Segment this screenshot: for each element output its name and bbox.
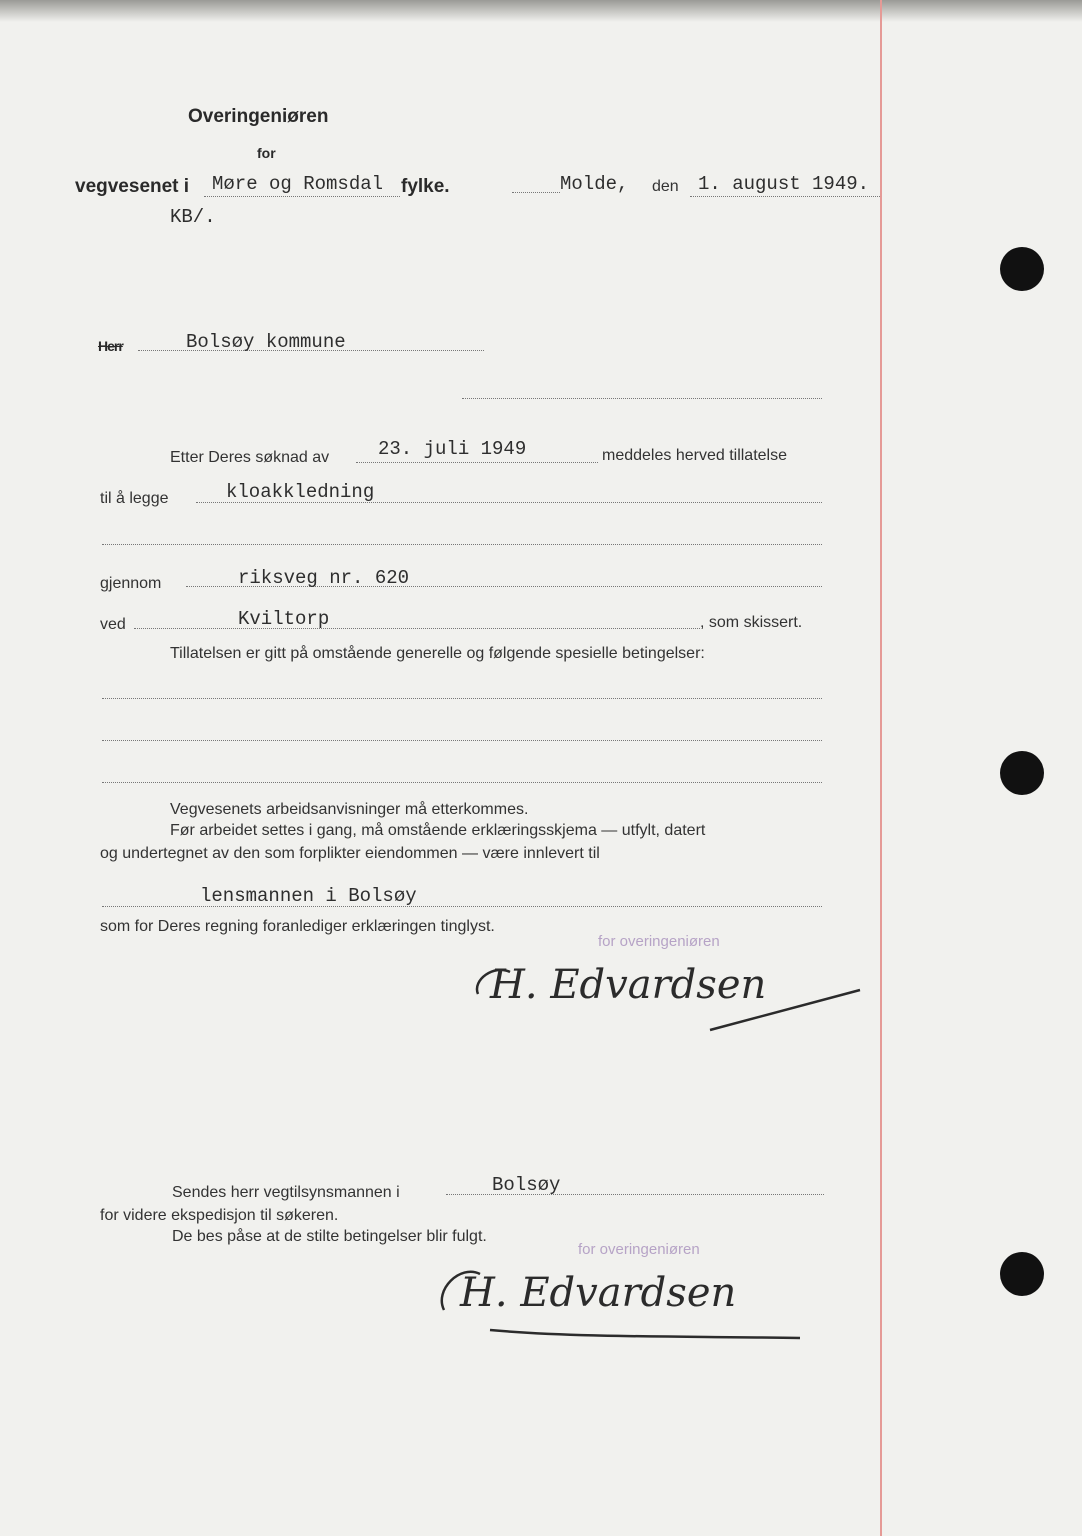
den-label: den (652, 178, 679, 195)
org-suffix: fylke. (401, 176, 450, 197)
at-value: Kviltorp (238, 608, 330, 630)
instructions-line-1: Vegvesenets arbeidsanvisninger må etterkommes. (170, 801, 529, 818)
scan-edge-shadow (0, 0, 1082, 22)
stamp-for-overingenioren: for overingeniøren (598, 933, 720, 950)
punch-hole (1000, 1252, 1044, 1296)
send-prefix: Sendes herr vegtilsynsmannen i (172, 1184, 400, 1201)
address-line (462, 398, 822, 399)
condition-line (102, 740, 822, 741)
county-name: Møre og Romsdal (212, 173, 384, 195)
at-suffix: , som skissert. (700, 614, 803, 631)
signature-second-text: H. Edvardsen (460, 1270, 737, 1316)
lay-label: til å legge (100, 490, 169, 507)
condition-line (102, 698, 822, 699)
lay-value: kloakkledning (226, 481, 375, 503)
letter-place: Molde, (560, 173, 629, 195)
conditions-intro: Tillatelsen er gitt på omstående generelle og følgende spesielle betingelser: (170, 645, 705, 662)
date-line (690, 196, 880, 197)
send-line-2: for videre ekspedisjon til søkeren. (100, 1207, 339, 1224)
application-date-line (356, 462, 598, 463)
punch-hole (1000, 751, 1044, 795)
through-label: gjennom (100, 575, 162, 592)
reference-code: KB/. (170, 206, 216, 228)
deliver-to: lensmannen i Bolsøy (200, 885, 417, 907)
org-prefix: vegvesenet i (75, 176, 190, 197)
letter-date: 1. august 1949. (698, 173, 870, 195)
send-line-3: De bes påse at de stilte betingelser blir fulgt. (172, 1228, 487, 1245)
stamp-for-overingenioren: for overingeniøren (578, 1241, 700, 1258)
application-date: 23. juli 1949 (378, 438, 527, 460)
org-title: Overingeniøren (188, 106, 329, 127)
place-line-lead (512, 192, 560, 193)
signature-first-text: H. Edvardsen (490, 962, 767, 1008)
through-value: riksveg nr. 620 (238, 567, 410, 589)
punch-hole (1000, 247, 1044, 291)
blank-line (102, 544, 822, 545)
instructions-line-2: Før arbeidet settes i gang, må omstående erklæringsskjema — utfylt, datert (170, 822, 706, 839)
struck-salutation: Herr (98, 338, 123, 354)
send-value: Bolsøy (492, 1174, 561, 1196)
application-suffix: meddeles herved tillatelse (602, 447, 787, 464)
county-line (204, 196, 400, 197)
application-prefix: Etter Deres søknad av (170, 449, 330, 466)
signature-second (430, 1250, 890, 1350)
instructions-line-3: og undertegnet av den som forplikter eiendommen — være innlevert til (100, 845, 600, 862)
org-for: for (257, 145, 276, 161)
at-label: ved (100, 616, 126, 633)
condition-line (102, 782, 822, 783)
instructions-line-4: som for Deres regning foranlediger erklæringen tinglyst. (100, 918, 495, 935)
at-line (134, 628, 700, 629)
recipient-name: Bolsøy kommune (186, 331, 346, 353)
signature-first (470, 950, 880, 1040)
